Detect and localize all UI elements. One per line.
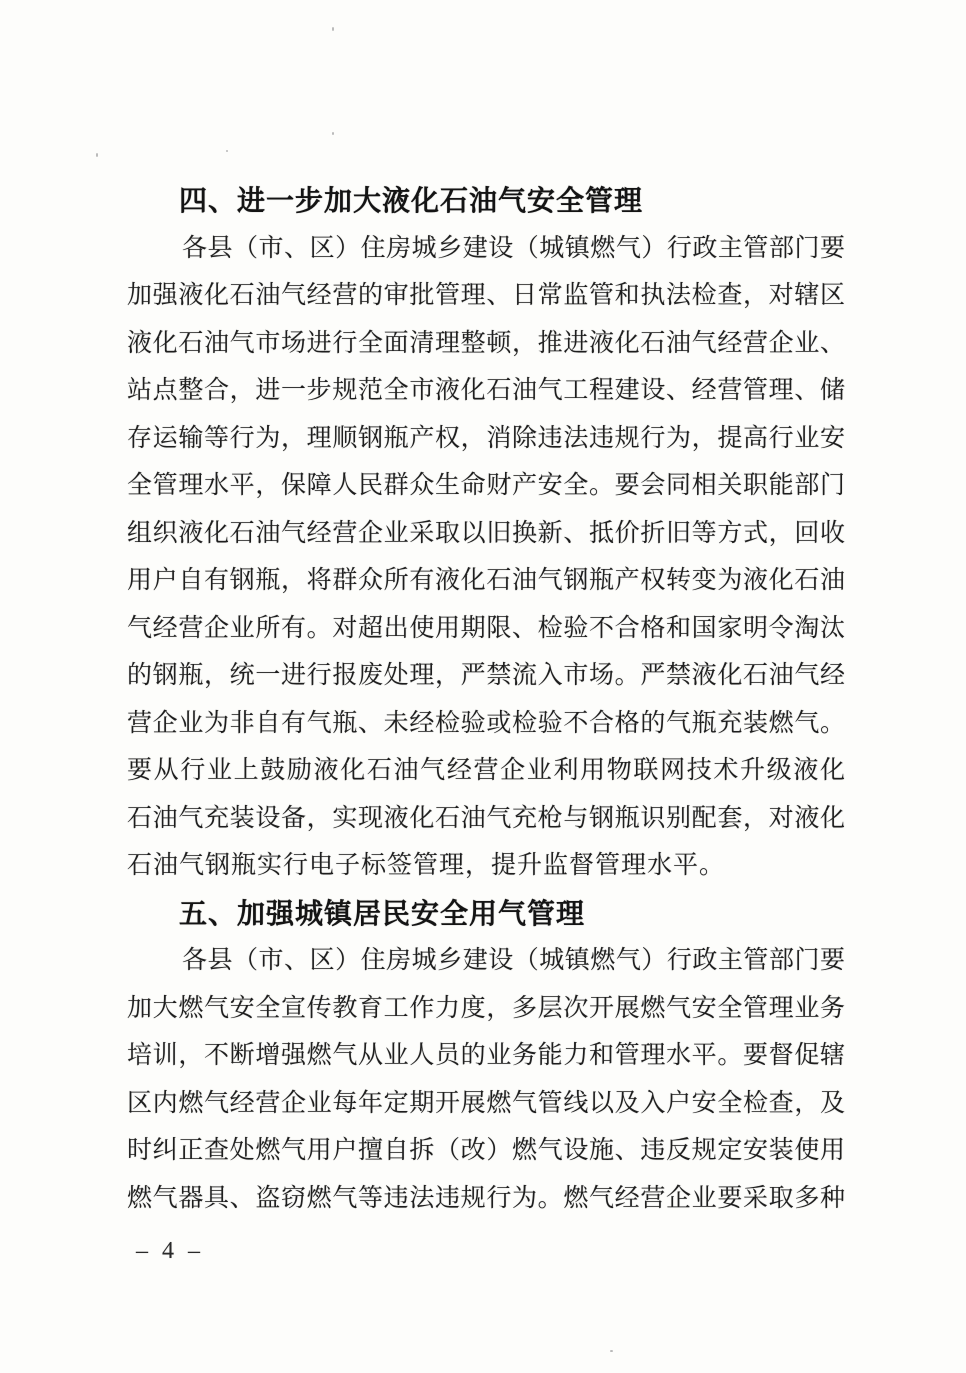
paragraph-line: 石油气钢瓶实行电子标签管理，提升监督管理水平。 — [127, 852, 726, 879]
scan-speck — [610, 1350, 613, 1352]
section-heading-5: 五、加强城镇居民安全用气管理 — [179, 897, 586, 929]
page-number: – 4 – — [136, 1238, 204, 1264]
paragraph-line: 石油气充装设备，实现液化石油气充枪与钢瓶识别配套，对液化 — [127, 804, 845, 832]
scan-speck — [96, 153, 98, 157]
scan-speck — [332, 132, 334, 135]
paragraph-line: 加强液化石油气经营的审批管理、日常监管和执法检查，对辖区 — [127, 282, 845, 309]
paragraph-line: 培训，不断增强燃气从业人员的业务能力和管理水平。要督促辖 — [127, 1042, 845, 1069]
paragraph-line: 营企业为非自有气瓶、未经检验或检验不合格的气瓶充装燃气。 — [127, 709, 845, 737]
document-body — [127, 177, 845, 1222]
paragraph-line: 时纠正查处燃气用户擅自拆（改）燃气设施、违反规定安装使用 — [127, 1137, 845, 1164]
paragraph-line: 全管理水平，保障人民群众生命财产安全。要会同相关职能部门 — [127, 472, 845, 499]
paragraph-line: 区内燃气经营企业每年定期开展燃气管线以及入户安全检查，及 — [127, 1089, 845, 1117]
paragraph-line: 液化石油气市场进行全面清理整顿，推进液化石油气经营企业、 — [127, 329, 845, 357]
paragraph-line: 组织液化石油气经营企业采取以旧换新、抵价折旧等方式，回收 — [127, 519, 845, 547]
paragraph-line: 站点整合，进一步规范全市液化石油气工程建设、经营管理、储 — [127, 377, 845, 404]
paragraph-line: 存运输等行为，理顺钢瓶产权，消除违法违规行为，提高行业安 — [127, 424, 845, 452]
paragraph-line: 加大燃气安全宣传教育工作力度，多层次开展燃气安全管理业务 — [127, 994, 845, 1022]
scan-speck — [332, 27, 334, 31]
paragraph-line: 各县（市、区）住房城乡建设（城镇燃气）行政主管部门要 — [182, 234, 845, 262]
paragraph-line: 的钢瓶，统一进行报废处理，严禁流入市场。严禁液化石油气经 — [127, 662, 845, 689]
paragraph-line: 要从行业上鼓励液化石油气经营企业利用物联网技术升级液化 — [127, 757, 845, 784]
paragraph-line: 用户自有钢瓶，将群众所有液化石油气钢瓶产权转变为液化石油 — [127, 567, 845, 594]
paragraph-line: 气经营企业所有。对超出使用期限、检验不合格和国家明令淘汰 — [127, 614, 845, 642]
section-heading-4: 四、进一步加大液化石油气安全管理 — [179, 185, 644, 216]
paragraph-line: 各县（市、区）住房城乡建设（城镇燃气）行政主管部门要 — [182, 947, 845, 974]
paragraph-line: 燃气器具、盗窃燃气等违法违规行为。燃气经营企业要采取多种 — [127, 1184, 845, 1212]
scan-speck — [226, 150, 228, 152]
